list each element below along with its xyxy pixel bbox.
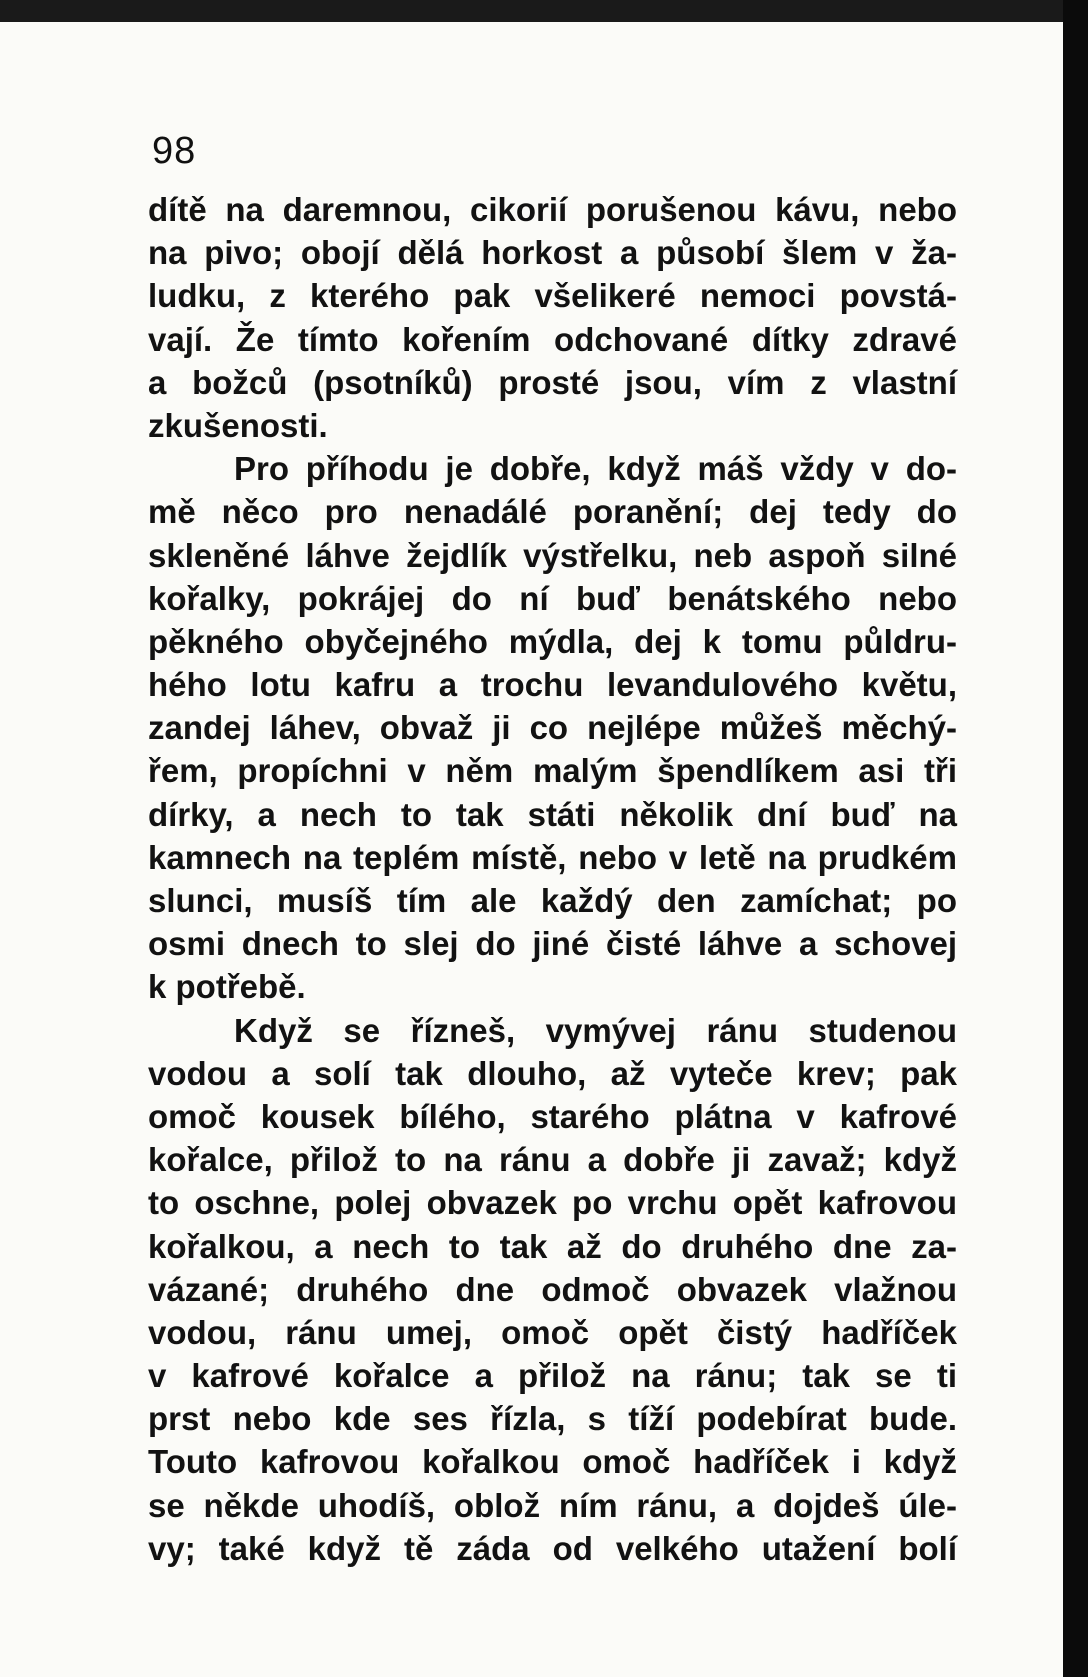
text-line: k potřebě. xyxy=(148,968,306,1006)
text-line: prst nebo kde ses řízla, s tíží podebírat bude. xyxy=(148,1400,957,1438)
text-line: Pro příhodu je dobře, když máš vždy v do- xyxy=(234,450,957,488)
text-line: zkušenosti. xyxy=(148,406,328,444)
text-line: slunci, musíš tím ale každý den zamíchat; po xyxy=(148,882,957,919)
page-number: 98 xyxy=(152,130,197,172)
text-line: řem, propíchni v něm malým špendlíkem asi tři xyxy=(148,752,957,790)
scan-edge xyxy=(1063,0,1088,1677)
text-line: to oschne, polej obvazek po vrchu opět kafrovou xyxy=(148,1184,957,1222)
text-line: na pivo; obojí dělá horkost a působí šlem v ža- xyxy=(148,234,957,272)
text-line: omoč kousek bílého, starého plátna v kafrové xyxy=(148,1097,957,1135)
text-line: zandej láhev, obvaž ji co nejlépe můžeš měchý- xyxy=(148,709,957,747)
text-line: vají. Že tímto kořením odchované dítky zdravé xyxy=(148,320,957,358)
text-line: hého lotu kafru a trochu levandulového květu, xyxy=(148,666,957,704)
text-line: dírky, a nech to tak státi několik dní buď na xyxy=(148,795,957,833)
text-line: kamnech na teplém místě, nebo v letě na prudkém xyxy=(148,838,957,876)
text-line: vázané; druhého dne odmoč obvazek vlažnou xyxy=(148,1270,957,1308)
text-line: skleněné láhve žejdlík výstřelku, neb aspoň silné xyxy=(148,536,957,574)
text-line: vodou a solí tak dlouho, až vyteče krev; pak xyxy=(148,1054,957,1092)
text-line: pěkného obyčejného mýdla, dej k tomu půldru- xyxy=(148,622,957,660)
body-text xyxy=(148,188,957,1570)
text-line: vodou, ránu umej, omoč opět čistý hadříček xyxy=(148,1313,957,1351)
text-line: dítě na daremnou, cikorií porušenou kávu, nebo xyxy=(148,191,957,228)
text-line: osmi dnech to slej do jiné čisté láhve a schovej xyxy=(148,925,957,963)
text-line: v kafrové kořalce a přilož na ránu; tak se ti xyxy=(148,1357,957,1395)
text-line: kořalkou, a nech to tak až do druhého dne za- xyxy=(148,1227,957,1265)
text-line: vy; také když tě záda od velkého utažení bolí xyxy=(148,1529,957,1567)
text-line: a božců (psotníků) prosté jsou, vím z vlastní xyxy=(148,363,957,401)
text-line: kořalky, pokrájej do ní buď benátského nebo xyxy=(148,579,957,617)
text-line: se někde uhodíš, oblož ním ránu, a dojdeš úle- xyxy=(148,1486,957,1524)
text-line: Touto kafrovou kořalkou omoč hadříček i když xyxy=(148,1443,957,1481)
text-line: Když se řízneš, vymývej ránu studenou xyxy=(234,1011,957,1049)
text-line: ludku, z kterého pak všelikeré nemoci povstá- xyxy=(148,277,957,315)
text-line: mě něco pro nenadálé poranění; dej tedy do xyxy=(148,493,957,531)
text-line: kořalce, přilož to na ránu a dobře ji zavaž; když xyxy=(148,1141,957,1179)
